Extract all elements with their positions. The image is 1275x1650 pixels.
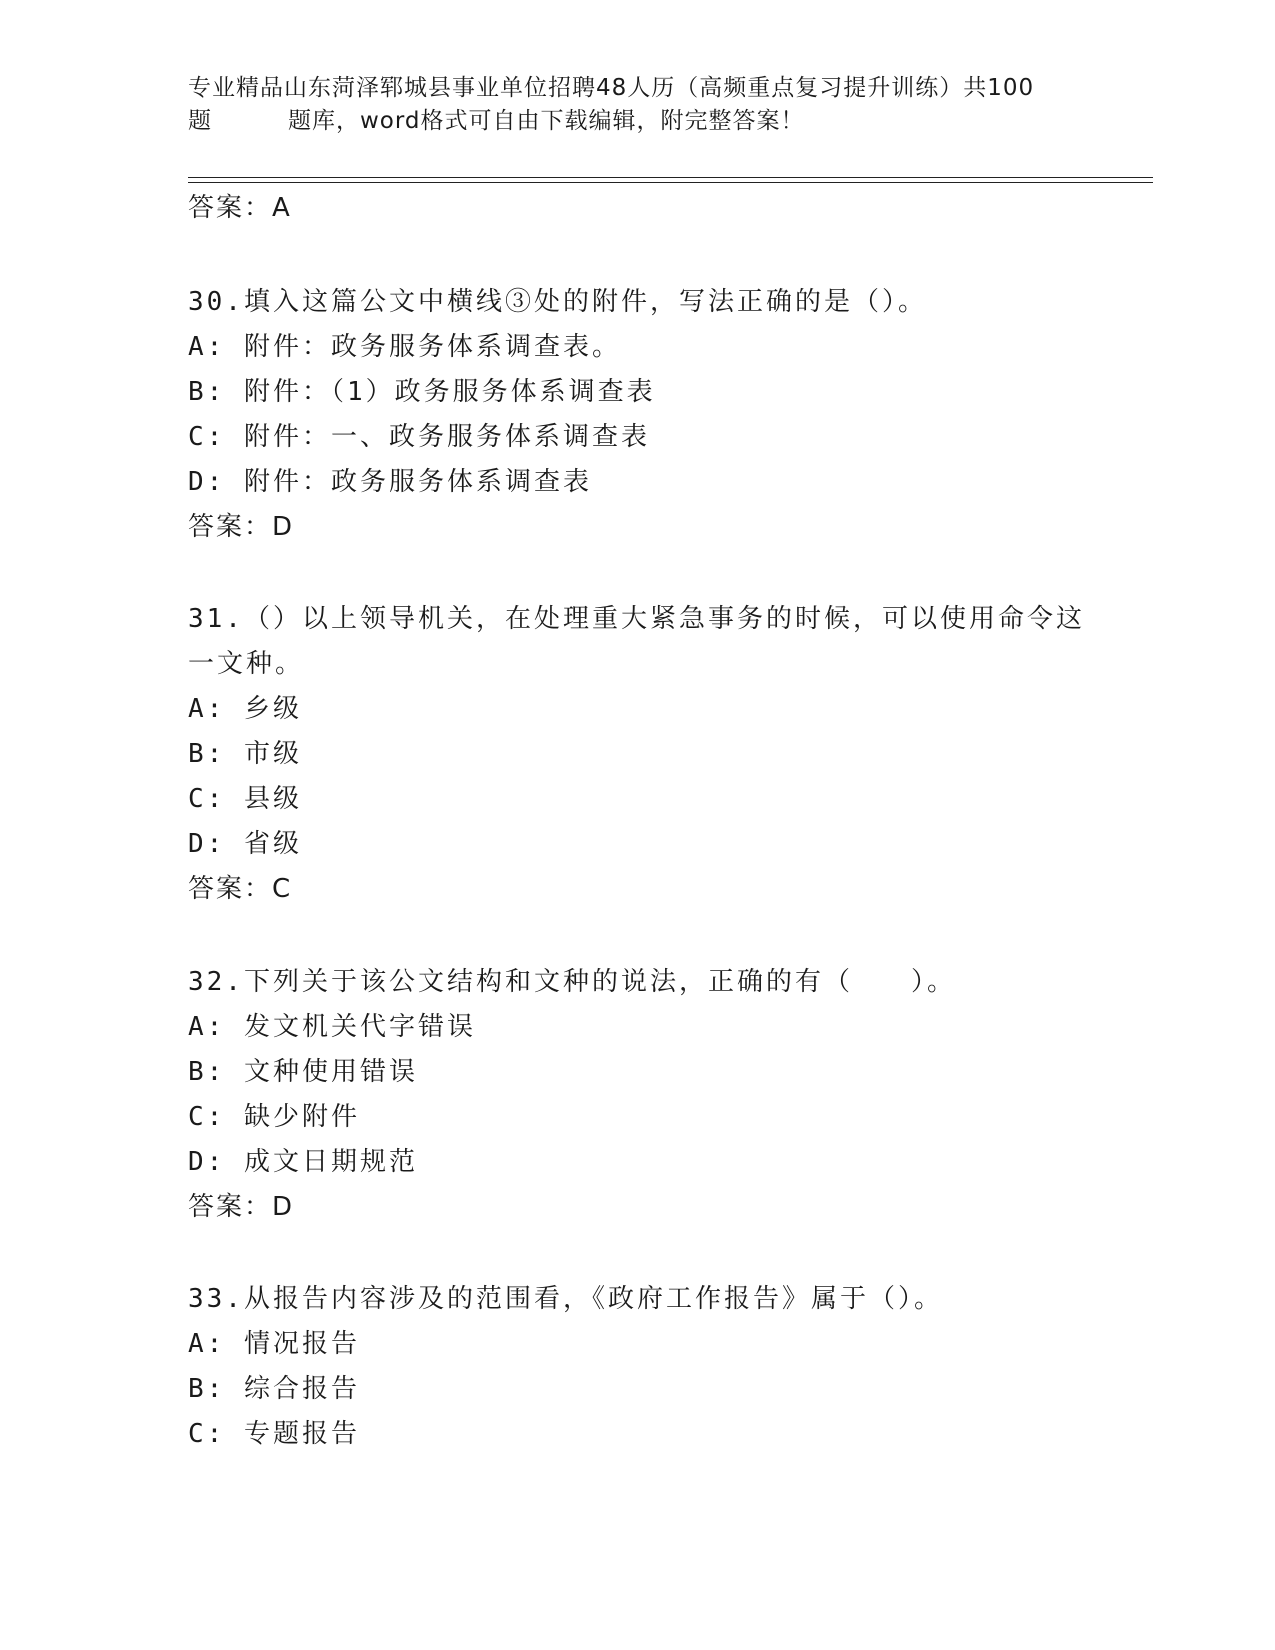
answer-line: 答案：D bbox=[188, 512, 295, 542]
option-b: B: 附件：（1）政务服务体系调查表 bbox=[188, 377, 656, 407]
header-title-line2-rest: 题库，word格式可自由下载编辑，附完整答案！ bbox=[288, 108, 805, 134]
answer-line: 答案：D bbox=[188, 1192, 295, 1222]
option-c: C: 附件：一、政务服务体系调查表 bbox=[188, 422, 650, 452]
option-a: A: 发文机关代字错误 bbox=[188, 1012, 476, 1042]
option-b: B: 文种使用错误 bbox=[188, 1057, 418, 1087]
question-31 bbox=[188, 597, 1088, 912]
header-title-line2-lead: 题 bbox=[188, 108, 212, 134]
option-d: D: 附件：政务服务体系调查表 bbox=[188, 467, 592, 497]
question-stem: 30.填入这篇公文中横线③处的附件，写法正确的是（）。 bbox=[188, 287, 927, 317]
answer-line: 答案：C bbox=[188, 874, 293, 904]
option-a: A: 乡级 bbox=[188, 694, 302, 724]
option-b: B: 市级 bbox=[188, 739, 302, 769]
option-c: C: 县级 bbox=[188, 784, 302, 814]
previous-answer-block bbox=[188, 186, 1088, 231]
page-header bbox=[188, 72, 1068, 138]
option-c: C: 专题报告 bbox=[188, 1419, 360, 1449]
option-b: B: 综合报告 bbox=[188, 1374, 360, 1404]
option-d: D: 成文日期规范 bbox=[188, 1147, 418, 1177]
option-a: A: 情况报告 bbox=[188, 1329, 360, 1359]
question-30 bbox=[188, 280, 1088, 550]
question-32 bbox=[188, 960, 1088, 1230]
option-c: C: 缺少附件 bbox=[188, 1102, 360, 1132]
answer-line: 答案：A bbox=[188, 193, 292, 223]
header-title-line2 bbox=[188, 105, 1068, 138]
question-stem: 31.（）以上领导机关，在处理重大紧急事务的时候，可以使用命令这 bbox=[188, 604, 1085, 634]
option-d: D: 省级 bbox=[188, 829, 302, 859]
question-33 bbox=[188, 1277, 1088, 1457]
option-a: A: 附件：政务服务体系调查表。 bbox=[188, 332, 621, 362]
question-stem: 32.下列关于该公文结构和文种的说法，正确的有（ ）。 bbox=[188, 967, 956, 997]
question-stem: 33.从报告内容涉及的范围看，《政府工作报告》属于（）。 bbox=[188, 1284, 943, 1314]
header-divider-bottom bbox=[188, 182, 1153, 183]
question-stem-continued: 一文种。 bbox=[188, 649, 305, 679]
header-title-line1: 专业精品山东菏泽郓城县事业单位招聘48人历（高频重点复习提升训练）共100 bbox=[188, 75, 1035, 101]
header-divider-top bbox=[188, 177, 1153, 178]
